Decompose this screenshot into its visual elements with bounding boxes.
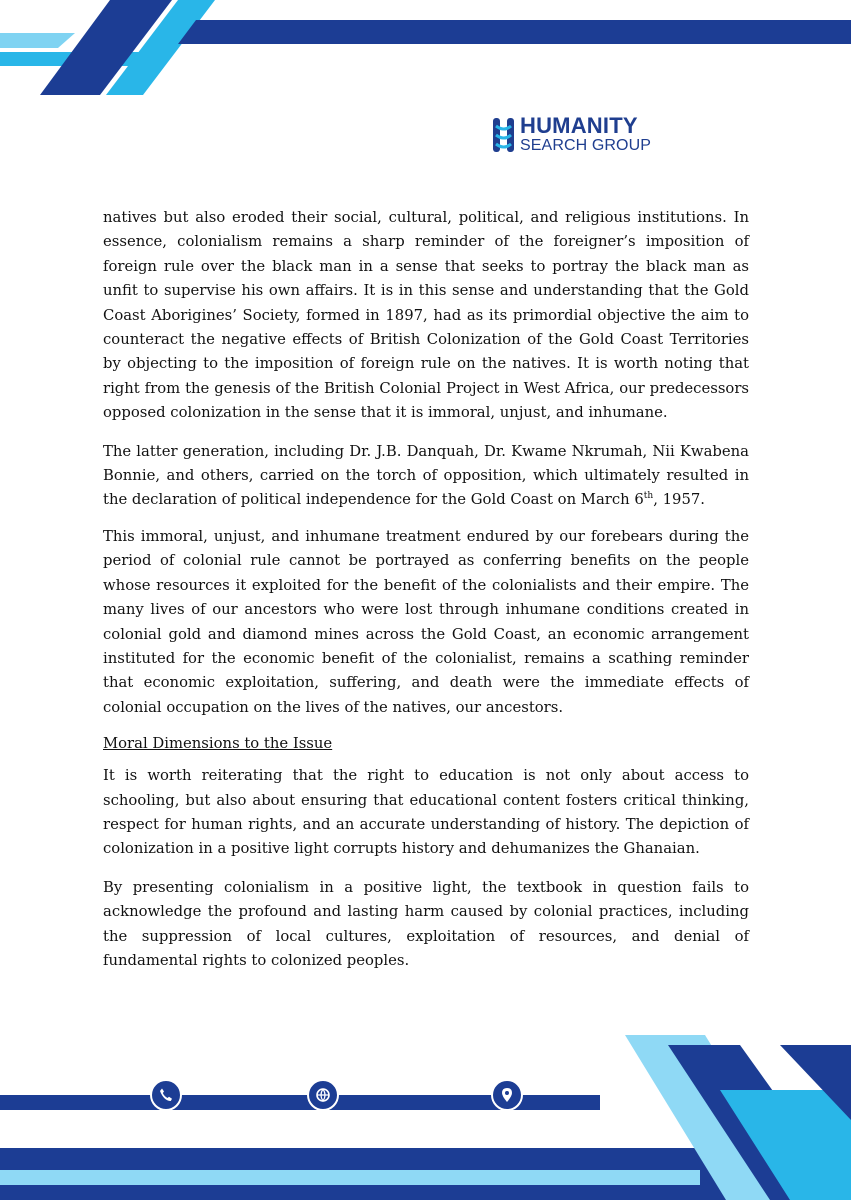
logo-subtitle: SEARCH GROUP: [520, 137, 651, 154]
location-pin-icon: [491, 1079, 523, 1111]
paragraph-right-to-education: It is worth reiterating that the right to education is not only about access to schooling, but also about ensuring that educational content fosters critical thinking, respect for human rights, and an accurate understanding of history. The depiction of colonization in a positive light corrupts history and dehumanizes the Ghanaian.: [103, 767, 749, 858]
header-bar-navy: [178, 20, 851, 44]
paragraph-textbook-critique: By presenting colonialism in a positive light, the textbook in question fails to acknowledge the profound and lasting harm caused by colonial practices, including the suppression of local cultures, exploitation of resources, and denial of fundamental rights to colonized peoples.: [103, 878, 749, 969]
globe-icon: [307, 1079, 339, 1111]
company-logo: [492, 115, 651, 154]
section-heading: Moral Dimensions to the Issue: [103, 735, 333, 753]
phone-icon: [150, 1079, 182, 1111]
date-ordinal-superscript: th: [643, 491, 654, 502]
header-banner: [0, 0, 851, 95]
paragraph-independence-text: The latter generation, including Dr. J.B. Danquah, Dr. Kwame Nkrumah, Nii Kwabena Bonnie, and others, carried on the torch of opposition, which ultimately resulted in the declaration of political independence for the Gold Coast on March 6: [103, 442, 749, 509]
logo-mark-icon: [492, 116, 516, 154]
header-stripe-light-left: [0, 33, 75, 48]
logo-title: HUMANITY: [520, 113, 638, 138]
footer-banner: [0, 1035, 851, 1200]
document-body: [103, 206, 749, 987]
paragraph-colonial-impact: natives but also eroded their social, cultural, political, and religious institutions. In essence, colonialism remains a sharp reminder of the foreigner’s imposition of foreign rule over the black man in a sense that seeks to portray the black man as unfit to supervise his own affairs. It is in this sense and understanding that the Gold Coast Aborigines’ Society, formed in 1897, had as its primordial objective the aim to counteract the negative effects of British Colonization of the Gold Coast Territories by objecting to the imposition of foreign rule on the natives. It is worth noting that right from the genesis of the British Colonial Project in West Africa, our predecessors opposed colonization in the sense that it is immoral, unjust, and inhumane.: [103, 209, 749, 422]
paragraph-mistreatment: This immoral, unjust, and inhumane treatment endured by our forebears during the period of colonial rule cannot be portrayed as conferring benefits on the people whose resources it exploited for the benefit of the colonialists and their empire. The many lives of our ancestors who were lost through inhumane conditions created in colonial gold and diamond mines across the Gold Coast, an economic arrangement instituted for the economic benefit of the colonialist, remains a scathing reminder that economic exploitation, suffering, and death were the immediate effects of colonial occupation on the lives of the natives, our ancestors.: [103, 527, 749, 716]
footer-band-light: [0, 1170, 700, 1185]
paragraph-independence: [103, 440, 749, 513]
paragraph-independence-end: , 1957.: [653, 491, 705, 509]
